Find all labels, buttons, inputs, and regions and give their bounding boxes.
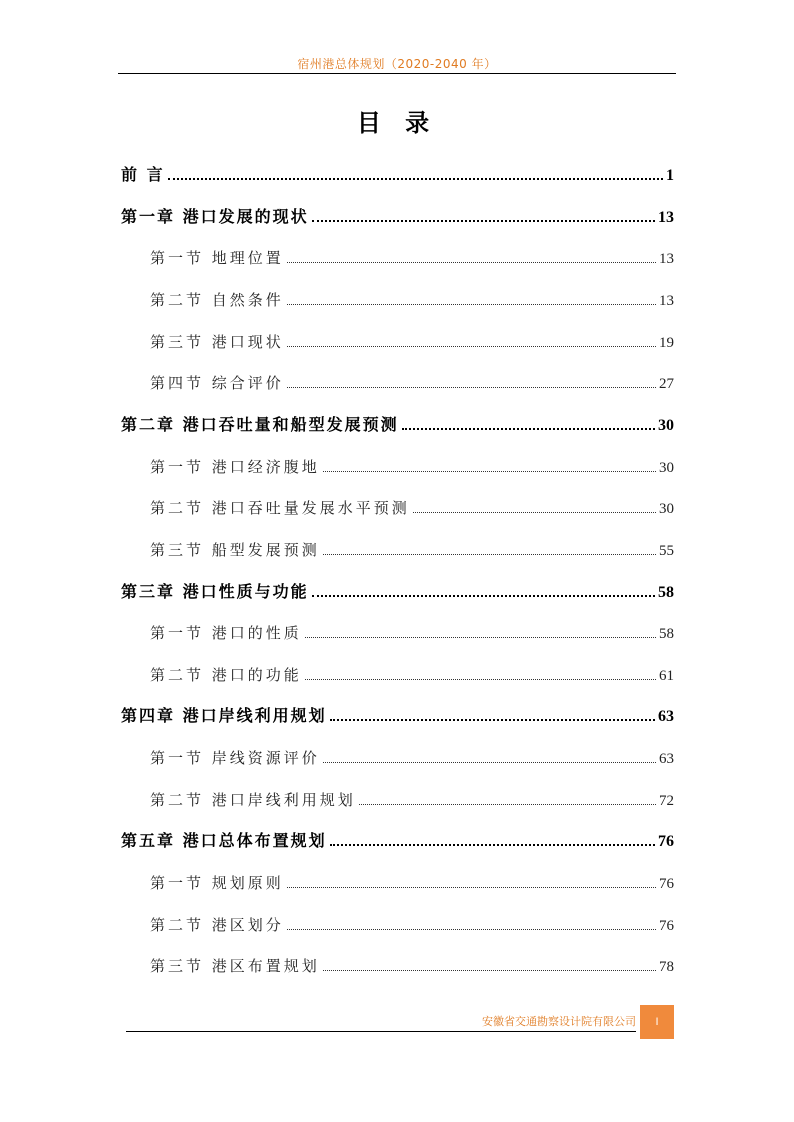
toc-entry-label: 第三节 港区布置规划 [150,957,320,975]
dot-leader [330,719,655,721]
dot-leader [287,304,656,305]
toc-entry-page: 1 [666,167,674,184]
dot-leader [305,679,656,680]
toc-entry-chapter-2[interactable] [121,412,674,438]
toc-entry-label: 第三节 港口现状 [150,333,284,351]
page-number-badge: I [640,1005,674,1039]
toc-entry-page: 63 [658,708,674,725]
toc-entry-section[interactable] [150,537,674,563]
toc-entry-section[interactable] [150,787,674,813]
footer-company: 安徽省交通勘察设计院有限公司 [482,1015,636,1028]
toc-entry-label: 第五章 港口总体布置规划 [121,831,327,850]
toc-entry-page: 76 [659,918,674,934]
toc-entry-page: 13 [659,293,674,309]
toc-entry-chapter-1[interactable] [121,204,674,230]
toc-entry-chapter-3[interactable] [121,579,674,605]
toc-entry-section[interactable] [150,287,674,313]
dot-leader [312,220,655,222]
toc-entry-section[interactable] [150,329,674,355]
toc-entry-section[interactable] [150,495,674,521]
toc-entry-preface[interactable] [121,162,674,188]
dot-leader [330,844,655,846]
dot-leader [323,471,656,472]
toc-entry-page: 58 [659,626,674,642]
toc-entry-section[interactable] [150,953,674,979]
toc-entry-label: 第一节 港口的性质 [150,624,302,642]
toc-entry-label: 第一节 规划原则 [150,874,284,892]
running-header: 宿州港总体规划（2020-2040 年） [297,57,497,71]
toc-entry-page: 55 [659,543,674,559]
dot-leader [287,262,656,263]
toc-entry-page: 61 [659,668,674,684]
toc-entry-section[interactable] [150,912,674,938]
toc-entry-section[interactable] [150,745,674,771]
dot-leader [323,554,656,555]
toc-entry-page: 30 [658,417,674,434]
dot-leader [287,387,656,388]
toc-entry-page: 63 [659,751,674,767]
toc-entry-label: 第二节 自然条件 [150,291,284,309]
toc-entry-page: 58 [658,584,674,601]
toc-entry-label: 第一节 岸线资源评价 [150,749,320,767]
dot-leader [305,637,656,638]
dot-leader [323,762,656,763]
toc-entry-label: 第三章 港口性质与功能 [121,582,309,601]
toc-entry-page: 19 [659,335,674,351]
dot-leader [312,595,655,597]
toc-entry-section[interactable] [150,662,674,688]
dot-leader [168,178,663,180]
toc-entry-page: 76 [658,833,674,850]
toc-entry-label: 第一节 港口经济腹地 [150,458,320,476]
toc-title: 目 录 [356,109,438,137]
toc-entry-label: 第二节 港区划分 [150,916,284,934]
toc-entry-chapter-5[interactable] [121,828,674,854]
toc-entry-label: 第一章 港口发展的现状 [121,207,309,226]
toc-entry-page: 78 [659,959,674,975]
toc-entry-page: 13 [659,251,674,267]
toc-entry-label: 第二节 港口的功能 [150,666,302,684]
toc-entry-label: 第四节 综合评价 [150,374,284,392]
dot-leader [287,346,656,347]
toc-entry-label: 第二节 港口岸线利用规划 [150,791,356,809]
dot-leader [413,512,656,513]
toc-entry-label: 第一节 地理位置 [150,249,284,267]
toc-entry-chapter-4[interactable] [121,703,674,729]
toc-entry-section[interactable] [150,245,674,271]
toc-entry-page: 30 [659,460,674,476]
toc-entry-label: 第三节 船型发展预测 [150,541,320,559]
toc-entry-page: 27 [659,376,674,392]
toc-entry-label: 第四章 港口岸线利用规划 [121,706,327,725]
dot-leader [359,804,656,805]
toc-entry-label: 第二节 港口吞吐量发展水平预测 [150,499,410,517]
toc-entry-page: 72 [659,793,674,809]
dot-leader [287,929,656,930]
toc-entry-page: 13 [658,209,674,226]
dot-leader [323,970,656,971]
toc-entry-label: 第二章 港口吞吐量和船型发展预测 [121,415,399,434]
toc-entry-section[interactable] [150,454,674,480]
toc-entry-section[interactable] [150,870,674,896]
toc-entry-label: 前 言 [121,165,165,184]
dot-leader [402,428,655,430]
toc-entry-page: 76 [659,876,674,892]
dot-leader [287,887,656,888]
toc-entry-page: 30 [659,501,674,517]
toc-entry-section[interactable] [150,620,674,646]
footer-divider [126,1031,636,1032]
toc-entry-section[interactable] [150,370,674,396]
